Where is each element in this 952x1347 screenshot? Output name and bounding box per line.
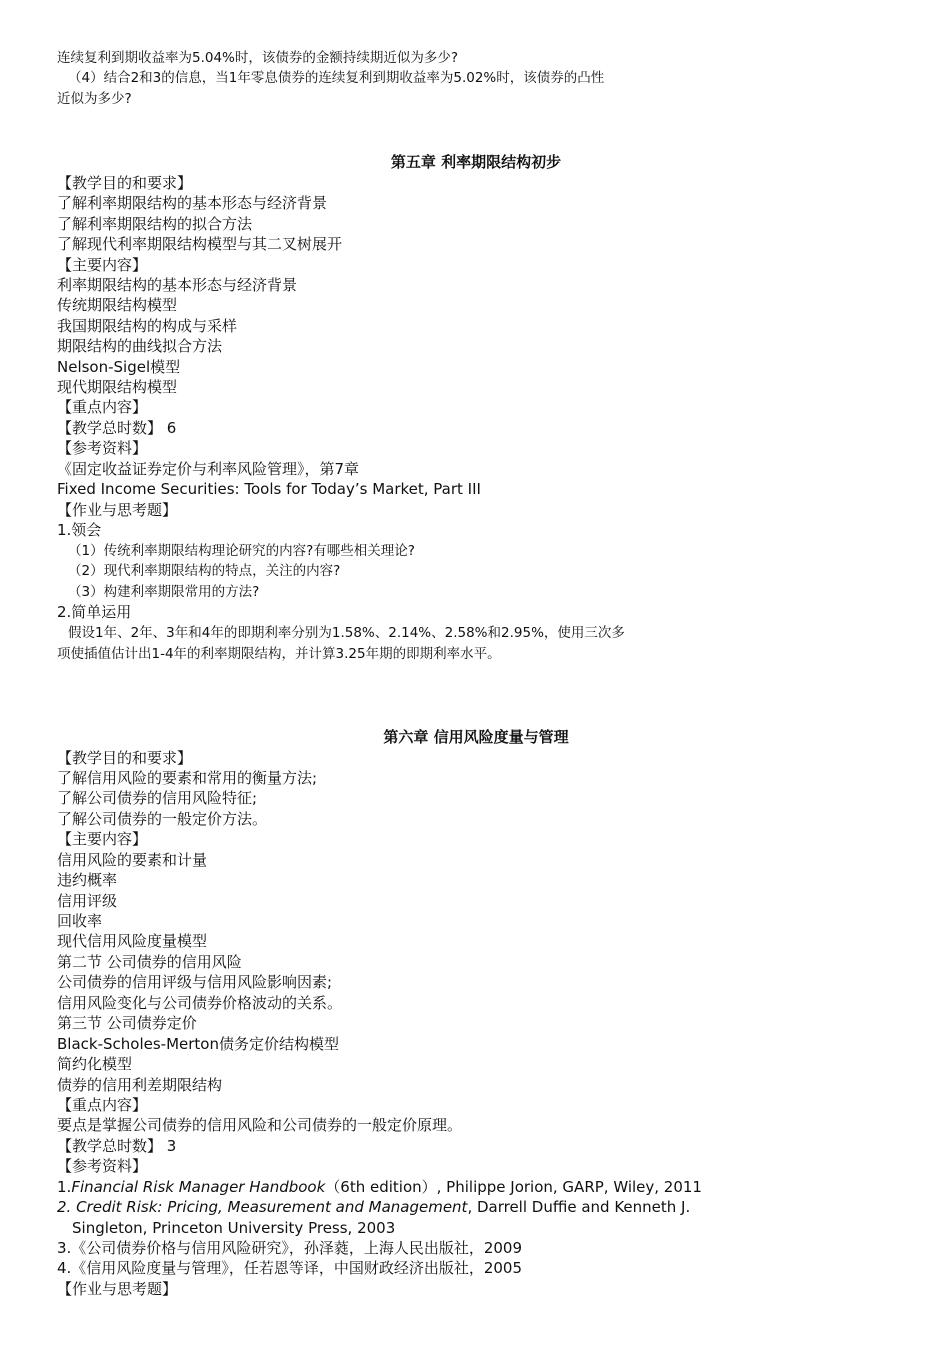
content-item: 期限结构的曲线拟合方法	[57, 337, 223, 355]
section-header: 【重点内容】	[57, 398, 148, 416]
homework-item: （3）构建利率期限常用的方法?	[68, 584, 260, 600]
content-item: 信用风险的要素和计量	[57, 851, 208, 869]
section-header: 【教学目的和要求】	[57, 174, 193, 192]
reference-details: , Darrell Duffie and Kenneth J.	[467, 1198, 691, 1216]
homework-item: （2）现代利率期限结构的特点，关注的内容?	[68, 563, 341, 579]
content-item: 信用评级	[57, 892, 118, 910]
content-item: 回收率	[57, 912, 103, 930]
intro-line: 近似为多少?	[57, 91, 132, 107]
reference-item: 4.《信用风险度量与管理》，任若恩等译，中国财政经济出版社，2005	[57, 1259, 522, 1277]
content-item: 违约概率	[57, 871, 118, 889]
homework-item: （1）传统利率期限结构理论研究的内容?有哪些相关理论?	[68, 543, 415, 559]
content-item: 现代信用风险度量模型	[57, 932, 208, 950]
content-item: 利率期限结构的基本形态与经济背景	[57, 276, 298, 294]
section-header: 【参考资料】	[57, 439, 148, 457]
section-header: 【作业与思考题】	[57, 501, 178, 519]
homework-text: 假设1年、2年、3年和4年的即期利率分别为1.58%、2.14%、2.58%和2.95%，使用三次多	[68, 625, 625, 641]
hours-line: 【教学总时数】 6	[57, 419, 177, 437]
section-header: 【主要内容】	[57, 256, 148, 274]
intro-line: （4）结合2和3的信息，当1年零息债券的连续复利到期收益率为5.02%时，该债券的凸性	[68, 70, 605, 86]
intro-line: 连续复利到期收益率为5.04%时，该债券的金额持续期近似为多少?	[57, 50, 459, 66]
reference-title: Financial Risk Manager Handbook	[71, 1178, 326, 1196]
content-item: 信用风险变化与公司债券价格波动的关系。	[57, 994, 343, 1012]
goal-item: 了解信用风险的要素和常用的衡量方法;	[57, 769, 318, 787]
section-header: 【教学目的和要求】	[57, 749, 193, 767]
goal-item: 了解利率期限结构的基本形态与经济背景	[57, 194, 328, 212]
section-header: 【主要内容】	[57, 830, 148, 848]
goal-item: 了解利率期限结构的拟合方法	[57, 215, 253, 233]
reference-item: 《固定收益证券定价与利率风险管理》，第7章	[57, 460, 360, 478]
reference-number: 1.	[57, 1178, 72, 1196]
content-item: 债券的信用利差期限结构	[57, 1076, 223, 1094]
chapter6-title: 第六章 信用风险度量与管理	[383, 728, 569, 746]
section-header: 【参考资料】	[57, 1157, 148, 1175]
reference-item	[57, 1177, 702, 1197]
reference-item	[57, 1197, 690, 1217]
reference-details: （6th edition）, Philippe Jorion, GARP, Wiley, 2011	[325, 1178, 702, 1196]
reference-item: 3.《公司债券价格与信用风险研究》，孙泽蕤，上海人民出版社，2009	[57, 1239, 522, 1257]
section-header: 【重点内容】	[57, 1096, 148, 1114]
goal-item: 了解现代利率期限结构模型与其二叉树展开	[57, 235, 343, 253]
chapter5-title: 第五章 利率期限结构初步	[390, 153, 562, 171]
content-item: Nelson-Sigel模型	[57, 358, 181, 376]
homework-title: 1.领会	[57, 521, 102, 539]
section-header: 【作业与思考题】	[57, 1280, 178, 1298]
homework-title: 2.简单运用	[57, 603, 132, 621]
content-item: 第二节 公司债券的信用风险	[57, 953, 242, 971]
reference-title: 2. Credit Risk: Pricing, Measurement and Management	[57, 1198, 468, 1216]
hours-line: 【教学总时数】 3	[57, 1137, 177, 1155]
content-item: 第三节 公司债券定价	[57, 1014, 197, 1032]
content-item: 现代期限结构模型	[57, 378, 178, 396]
content-item: Black-Scholes-Merton债务定价结构模型	[57, 1035, 339, 1053]
key-text: 要点是掌握公司债券的信用风险和公司债券的一般定价原理。	[57, 1116, 463, 1134]
content-item: 公司债券的信用评级与信用风险影响因素;	[57, 973, 333, 991]
reference-item: Fixed Income Securities: Tools for Today’s Market, Part III	[57, 480, 481, 498]
goal-item: 了解公司债券的一般定价方法。	[57, 810, 268, 828]
content-item: 我国期限结构的构成与采样	[57, 317, 238, 335]
goal-item: 了解公司债券的信用风险特征;	[57, 789, 258, 807]
content-item: 简约化模型	[57, 1055, 133, 1073]
content-item: 传统期限结构模型	[57, 296, 178, 314]
homework-text: 项使插值估计出1-4年的利率期限结构，并计算3.25年期的即期利率水平。	[57, 646, 501, 662]
reference-continuation: Singleton, Princeton University Press, 2003	[72, 1219, 396, 1237]
